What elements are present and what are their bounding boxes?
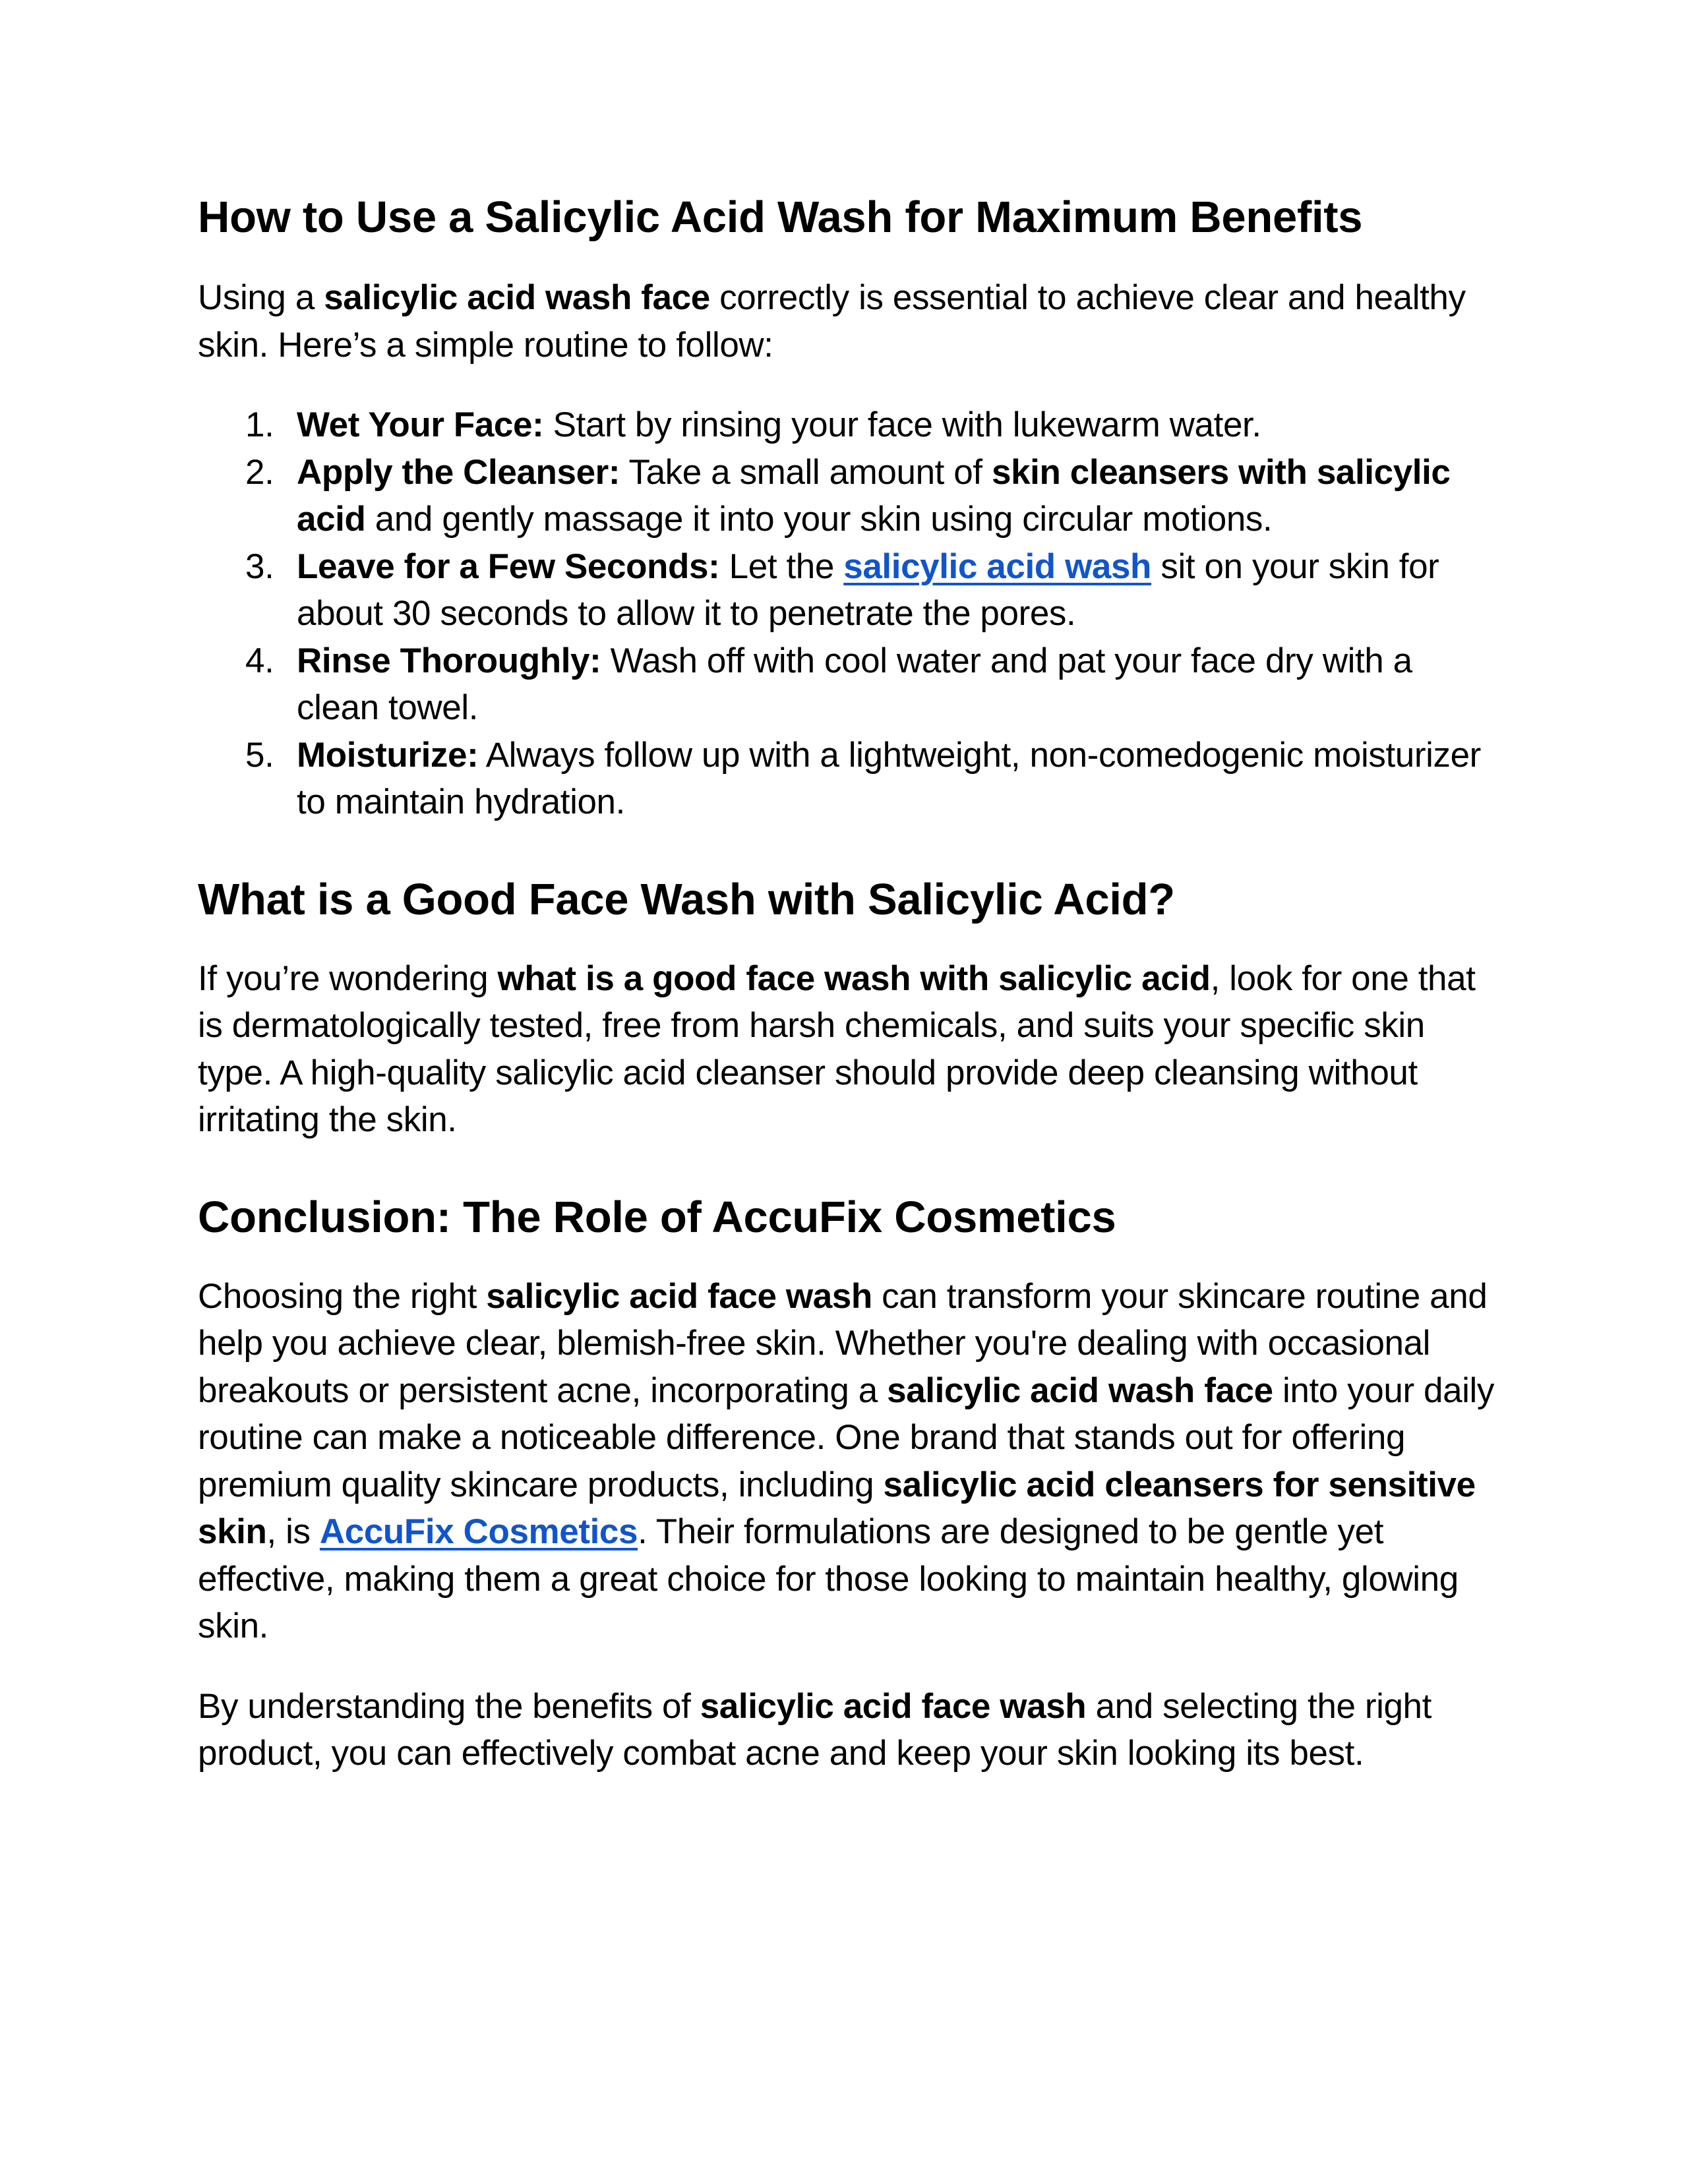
conclusion-paragraph-2 (198, 1683, 1503, 1777)
bold-text: salicylic acid wash face (887, 1371, 1273, 1410)
step-title: Rinse Thoroughly: (297, 641, 601, 680)
text-run: . Their formulations are designed to be gentle yet effective, making them a great choice for those looking to maintain healthy, glowing skin. (198, 1512, 1459, 1645)
list-item (198, 401, 1503, 449)
text-run: Choosing the right (198, 1276, 487, 1316)
text-run: , look for one that is dermatologically tested, free from harsh chemicals, and suits your specific skin type. A high-quality salicylic acid cleanser should provide deep cleansing without irritating the skin. (198, 959, 1476, 1139)
document-page (198, 191, 1503, 1777)
heading-good-face-wash: What is a Good Face Wash with Salicylic Acid? (198, 874, 1175, 924)
text-run: By understanding the benefits of (198, 1686, 700, 1726)
text-run: and selecting the right product, you can effectively combat acne and keep your skin looking its best. (198, 1686, 1432, 1773)
intro-paragraph (198, 274, 1503, 369)
bold-text: what is a good face wash with salicylic acid (497, 959, 1211, 998)
list-item (198, 449, 1503, 543)
list-item (198, 543, 1503, 637)
bold-text: salicylic acid wash face (324, 278, 710, 317)
step-title: Apply the Cleanser: (297, 452, 620, 492)
list-number: 4. (245, 641, 274, 680)
text-run: into your daily routine can make a noticeable difference. One brand that stands out for offering premium quality skincare products, including (198, 1371, 1495, 1504)
conclusion-paragraph-1 (198, 1273, 1503, 1650)
bold-text: skin cleansers with salicylic acid (297, 452, 1451, 539)
bold-text: salicylic acid face wash (486, 1276, 872, 1316)
step-title: Wet Your Face: (297, 405, 544, 444)
text-run: Always follow up with a lightweight, non-comedogenic moisturizer to maintain hydration. (297, 735, 1481, 821)
list-number: 1. (245, 405, 274, 444)
list-item (198, 637, 1503, 732)
text-run: Let the (719, 546, 844, 586)
text-run: can transform your skincare routine and help you achieve clear, blemish-free skin. Whether you're dealing with occasional breakouts or persistent acne, incorporating a (198, 1276, 1488, 1410)
text-run: and gently massage it into your skin using circular motions. (365, 500, 1273, 539)
text-run: Using a (198, 278, 324, 317)
heading-how-to-use: How to Use a Salicylic Acid Wash for Maximum Benefits (198, 192, 1363, 242)
good-face-wash-paragraph (198, 955, 1503, 1144)
text-run: correctly is essential to achieve clear and healthy skin. Here’s a simple routine to follow: (198, 278, 1466, 365)
routine-steps-list (198, 401, 1503, 826)
list-number: 5. (245, 735, 274, 775)
bold-text: salicylic acid cleansers for sensitive skin (198, 1465, 1476, 1551)
text-run: Wash off with cool water and pat your face dry with a clean towel. (297, 641, 1412, 727)
step-title: Moisturize: (297, 735, 479, 775)
text-run: If you’re wondering (198, 959, 498, 998)
list-item (198, 732, 1503, 826)
text-run: Take a small amount of (620, 452, 992, 492)
list-number: 3. (245, 546, 274, 586)
salicylic-acid-wash-link[interactable]: salicylic acid wash (843, 546, 1152, 586)
bold-text: salicylic acid face wash (700, 1686, 1087, 1726)
text-run: sit on your skin for about 30 seconds to allow it to penetrate the pores. (297, 546, 1439, 633)
text-run: Start by rinsing your face with lukewarm water. (543, 405, 1261, 444)
heading-conclusion: Conclusion: The Role of AccuFix Cosmetics (198, 1192, 1116, 1242)
step-title: Leave for a Few Seconds: (297, 546, 720, 586)
accufix-cosmetics-link[interactable]: AccuFix Cosmetics (319, 1512, 638, 1551)
text-run: , is (266, 1512, 320, 1551)
list-number: 2. (245, 452, 274, 492)
